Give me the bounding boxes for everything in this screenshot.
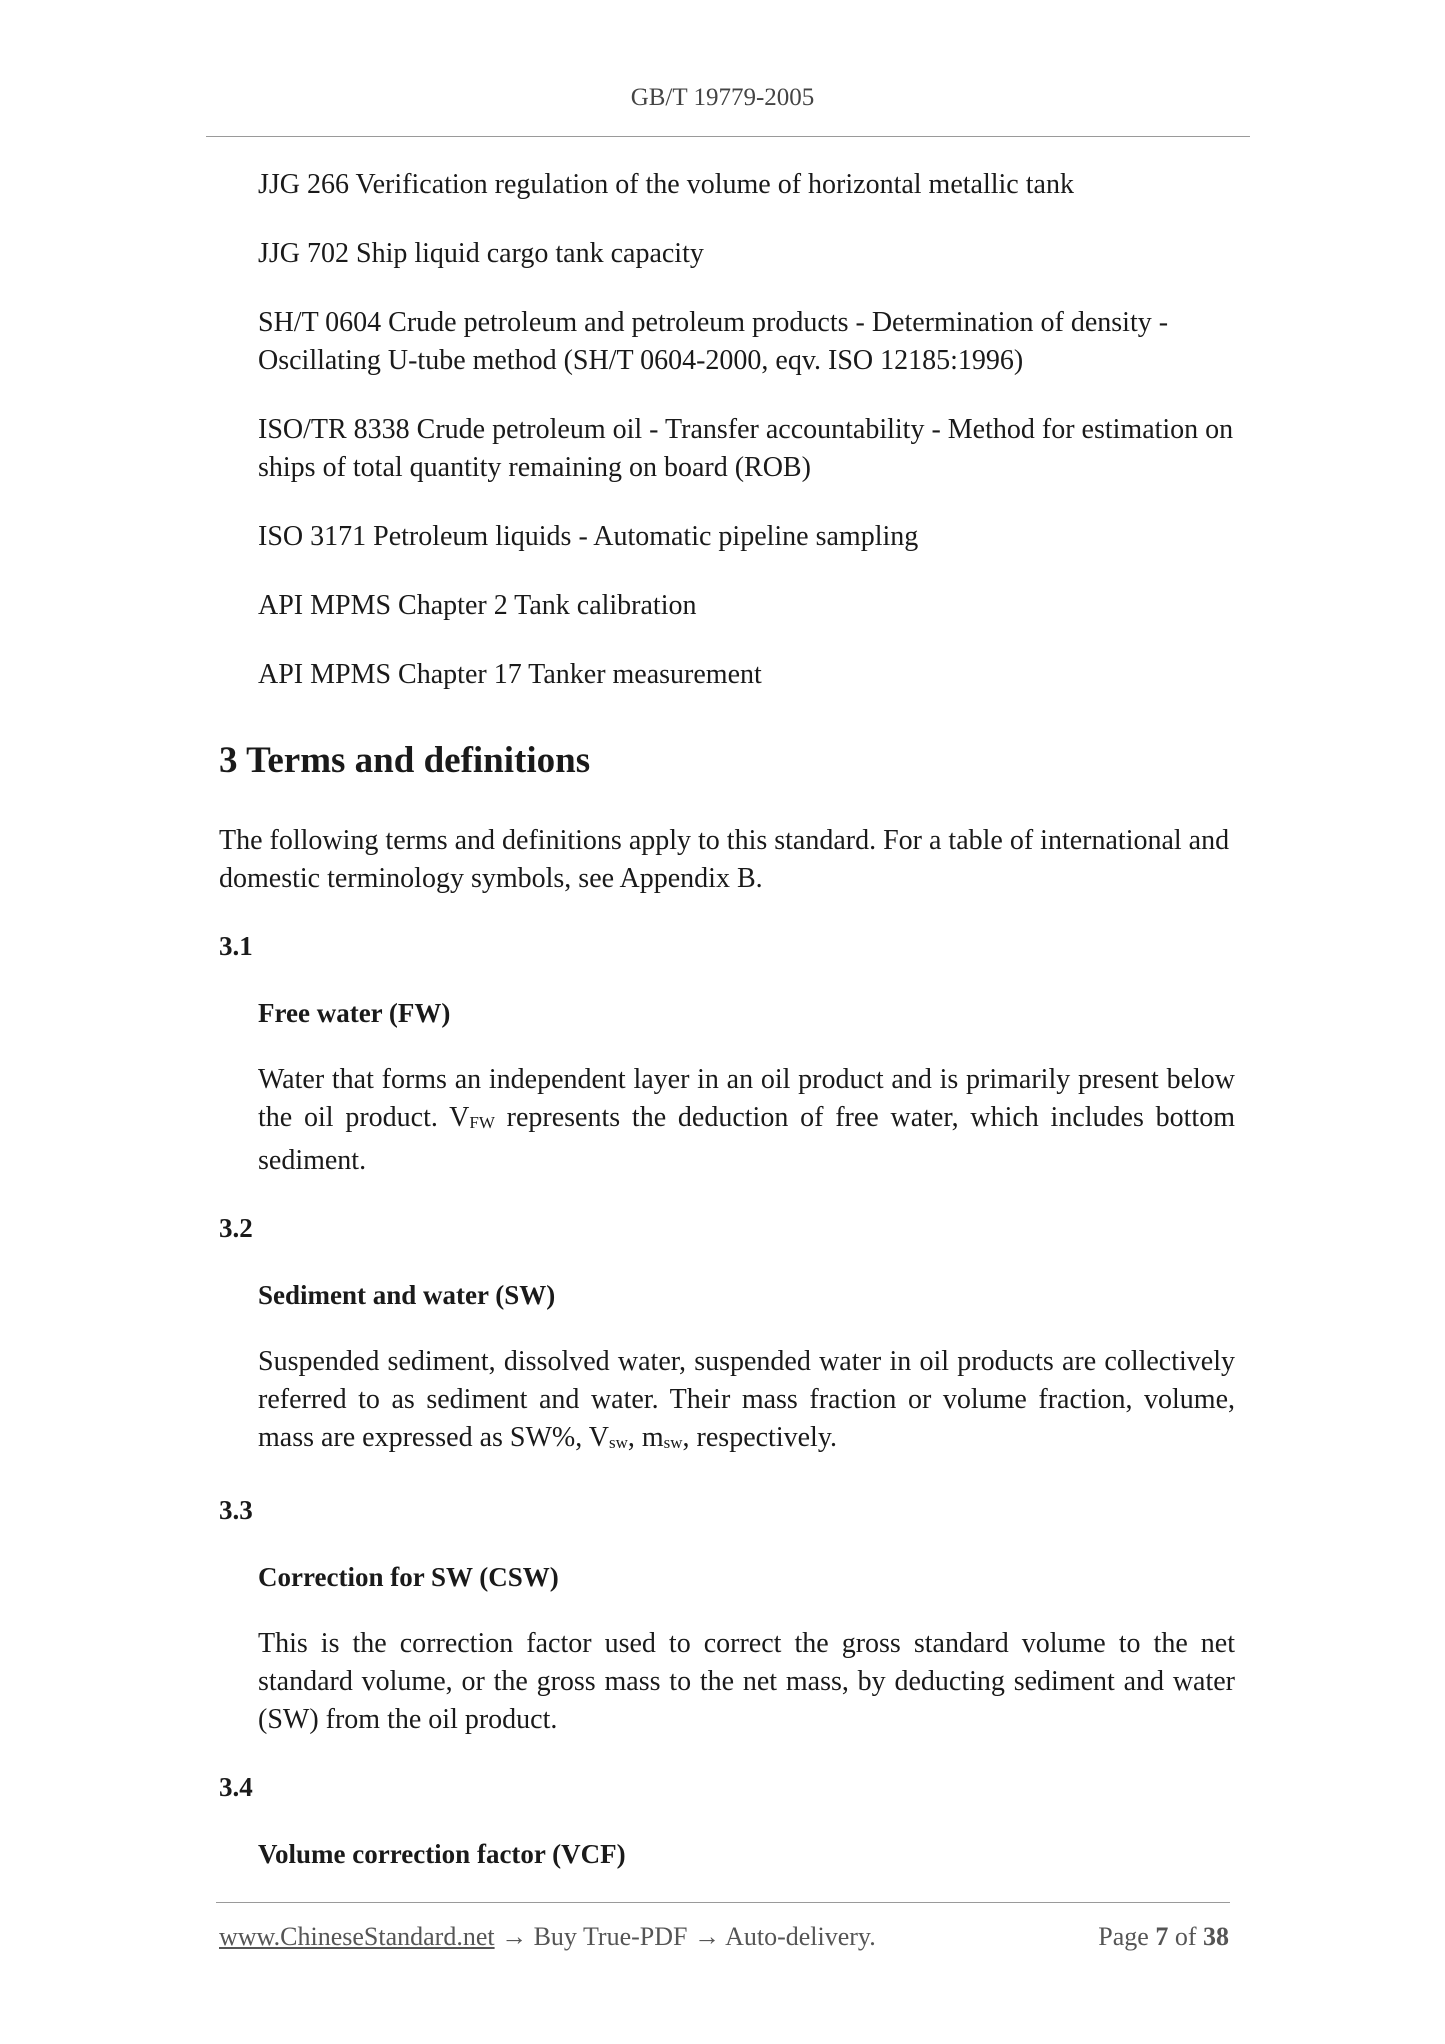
footer-divider <box>216 1902 1230 1903</box>
term-title: Free water (FW) <box>258 998 451 1028</box>
clause-number: 3.2 <box>219 1213 253 1243</box>
footer-promo <box>219 1922 876 1952</box>
header-divider <box>206 136 1250 137</box>
website-link[interactable]: www.ChineseStandard.net <box>219 1922 495 1951</box>
term-definition: Water that forms an independent layer in an oil product and is primarily present below the oil product. VFW represents the deduction of free water, which includes bottom sediment. <box>258 1064 1235 1176</box>
reference-item: API MPMS Chapter 17 Tanker measurement <box>258 659 762 690</box>
clause-number: 3.4 <box>219 1772 253 1802</box>
reference-item: ISO/TR 8338 Crude petroleum oil - Transfer accountability - Method for estimation on ships of total quantity remaining on board (ROB) <box>258 414 1234 483</box>
page-indicator <box>1098 1922 1229 1952</box>
document-body <box>219 166 1235 1873</box>
normative-references-list <box>219 166 1235 694</box>
current-page-number: 7 <box>1155 1922 1169 1951</box>
reference-item: API MPMS Chapter 2 Tank calibration <box>258 590 697 621</box>
of-label: of <box>1174 1922 1197 1951</box>
total-pages-number: 38 <box>1203 1922 1229 1951</box>
arrow-right-icon: → <box>694 1922 720 1951</box>
section-heading: 3 Terms and definitions <box>219 740 591 781</box>
buy-pdf-text: Buy True-PDF <box>533 1922 688 1951</box>
standard-number: GB/T 19779-2005 <box>630 84 815 111</box>
term-definition: Suspended sediment, dissolved water, suspended water in oil products are collectively referred to as sediment and water. Their mass fraction or volume fraction, volume, mass are expressed as SW%, Vsw, msw, respectively. <box>258 1346 1235 1453</box>
section-intro: The following terms and definitions apply to this standard. For a table of international and domestic terminology symbols, see Appendix B. <box>219 825 1230 894</box>
subscript: sw <box>663 1433 683 1452</box>
subscript: FW <box>469 1113 495 1132</box>
term-title: Correction for SW (CSW) <box>258 1562 559 1592</box>
clause-number: 3.3 <box>219 1495 253 1525</box>
subscript: sw <box>608 1433 628 1452</box>
term-title: Volume correction factor (VCF) <box>258 1839 626 1869</box>
page-header <box>0 84 1445 112</box>
auto-delivery-text: Auto-delivery. <box>725 1922 876 1951</box>
arrow-right-icon: → <box>501 1922 528 1951</box>
term-definition: This is the correction factor used to correct the gross standard volume to the net standard volume, or the gross mass to the net mass, by deducting sediment and water (SW) from the oil product. <box>258 1628 1235 1735</box>
reference-item: JJG 266 Verification regulation of the volume of horizontal metallic tank <box>258 169 1074 200</box>
reference-item: ISO 3171 Petroleum liquids - Automatic pipeline sampling <box>258 521 919 552</box>
page-label: Page <box>1098 1922 1149 1951</box>
clause-number: 3.1 <box>219 931 253 961</box>
reference-item: SH/T 0604 Crude petroleum and petroleum products - Determination of density - Oscillating U-tube method (SH/T 0604-2000, eqv. ISO 12185:1996) <box>258 307 1169 376</box>
reference-item: JJG 702 Ship liquid cargo tank capacity <box>258 238 704 269</box>
term-title: Sediment and water (SW) <box>258 1280 556 1310</box>
